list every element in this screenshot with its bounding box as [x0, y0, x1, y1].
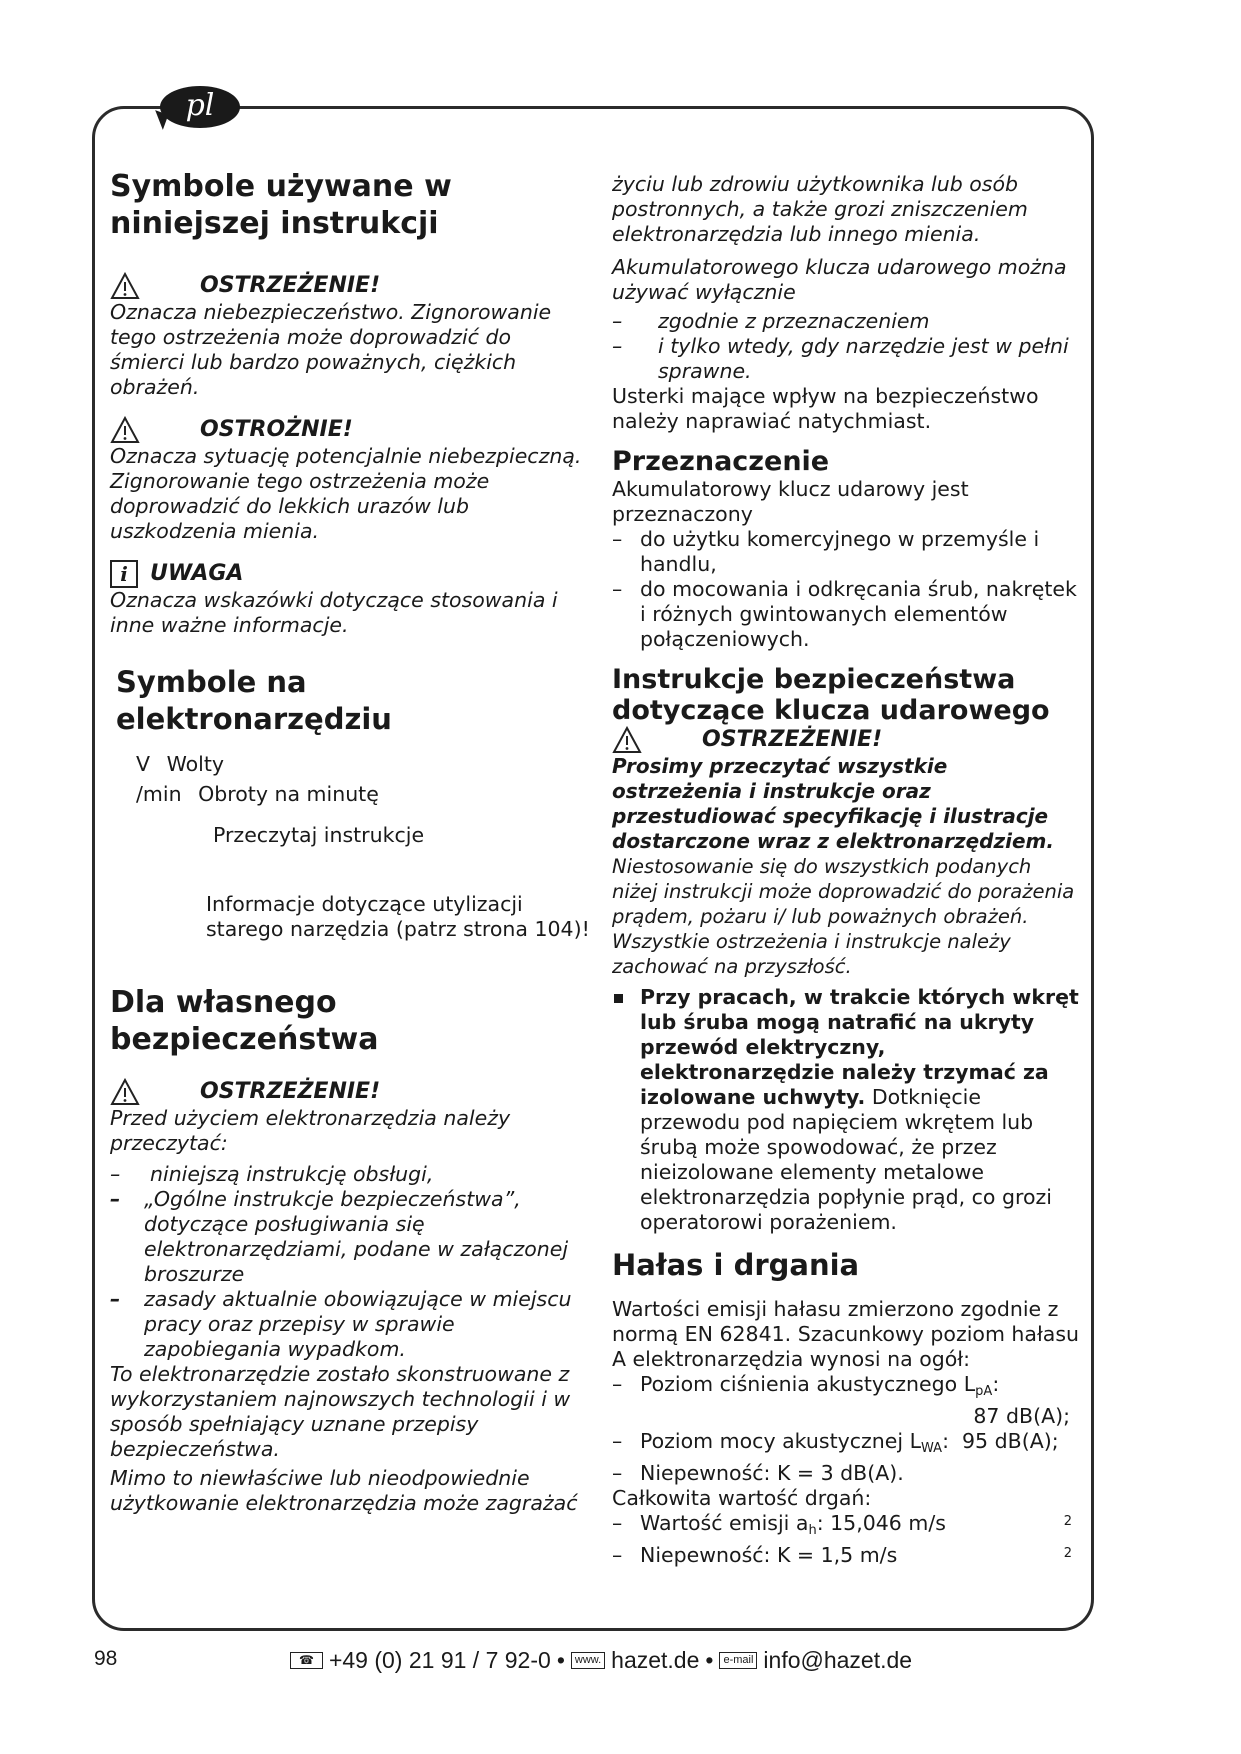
symbol-rpm-key: /min — [136, 782, 182, 806]
phone-number: +49 (0) 21 91 / 7 92-0 — [328, 1647, 551, 1673]
contact-line — [290, 1647, 912, 1674]
heading-noise: Hałas i drgania — [612, 1248, 860, 1282]
instr-rest-text: Niestosowanie się do wszystkich podanych niżej instrukcji może doprowadzić do porażenia prądem, pożaru i/ lub poważnych obrażeń. Wszystkie ostrzeżenia i instrukcje należy zachować na przyszłość. — [612, 855, 1075, 978]
page-number: 98 — [94, 1647, 118, 1670]
caution-text: Oznacza sytuację potencjalnie niebezpieczną. Zignorowanie tego ostrzeżenia może doprowadzić do lekkich urazów lub uszkodzenia mienia. — [110, 444, 582, 543]
list-item: – „Ogólne instrukcje bezpieczeństwa”, dotyczące posługiwania się elektronarzędziami, podane w załączonej broszurze — [110, 1187, 569, 1286]
list-item: – do użytku komercyjnego w przemyśle i handlu, — [612, 527, 1040, 576]
warning-heading — [110, 272, 590, 300]
web-icon: www. — [571, 1652, 605, 1669]
heading-safety: Dla własnego bezpieczeństwa — [110, 985, 379, 1057]
safety-bullet-list — [612, 985, 1082, 1235]
vibration-list — [612, 1511, 1082, 1568]
caution-title: OSTROŻNIE! — [200, 417, 353, 442]
safety-warning-heading — [110, 1078, 590, 1106]
symbol-rpm-value: Obroty na minutę — [198, 782, 379, 806]
purpose-list — [612, 527, 1082, 652]
caution-triangle-icon — [110, 416, 140, 444]
defects-text: Usterki mające wpływ na bezpieczeństwo należy naprawiać natychmiast. — [612, 384, 1039, 433]
noise-intro: Wartości emisji hałasu zmierzono zgodnie z normą EN 62841. Szacunkowy poziom hałasu A elektronarzędzia wynosi na ogół: — [612, 1297, 1080, 1371]
symbol-volt-row — [136, 752, 590, 777]
safety-warning-title: OSTRZEŻENIE! — [200, 1079, 381, 1104]
phone-icon: ☎ — [290, 1652, 323, 1669]
language-badge: pl — [160, 86, 240, 128]
list-item: – zgodnie z przeznaczeniem — [612, 309, 930, 333]
superscript-2: 2 — [1063, 1514, 1072, 1529]
list-item: – Poziom ciśnienia akustycznego $L_{pA}$: 87 dB(A); — [612, 1372, 1070, 1428]
heading-safety-instructions: Instrukcje bezpieczeństwa dotyczące klucza udarowego — [612, 664, 1050, 726]
list-item: – i tylko wtedy, gdy narzędzie jest w pełni sprawne. — [612, 334, 1069, 383]
safety-paragraph-1: To elektronarzędzie zostało skonstruowane z wykorzystaniem najnowszych technologii i w sposób spełniający uznane przepisy bezpieczeństwa. — [110, 1362, 571, 1461]
vibration-title: Całkowita wartość drgań: — [612, 1486, 872, 1510]
safety-warning-triangle-icon — [110, 1078, 140, 1106]
list-item: – niniejszą instrukcję obsługi, — [110, 1162, 434, 1186]
bullet-square-icon — [614, 994, 623, 1003]
warning-text: Oznacza niebezpieczeństwo. Zignorowanie tego ostrzeżenia może doprowadzić do śmierci lub bardzo poważnych, ciężkich obrażeń. — [110, 300, 552, 399]
instr-warning-heading — [612, 726, 1082, 754]
email-link[interactable]: info@hazet.de — [763, 1647, 913, 1673]
note-title: UWAGA — [150, 561, 244, 586]
symbol-volt-value: Wolty — [166, 752, 225, 776]
list-item: – Niepewność: K = 1,5 m/s 2 — [612, 1543, 1072, 1567]
separator: • — [705, 1647, 714, 1673]
list-item: – Niepewność: K = 3 dB(A). — [612, 1461, 904, 1485]
symbol-read-manual: Przeczytaj instrukcje — [213, 823, 425, 847]
purpose-intro: Akumulatorowy klucz udarowy jest przeznaczony — [612, 477, 969, 526]
instr-warning-triangle-icon — [612, 726, 642, 754]
continued-text: życiu lub zdrowiu użytkownika lub osób postronnych, a także grozi zniszczeniem elektronarzędzia lub innego mienia. — [612, 172, 1028, 246]
noise-list — [612, 1372, 1082, 1486]
safety-intro: Przed użyciem elektronarzędzia należy przeczytać: — [110, 1106, 511, 1155]
email-icon: e-mail — [719, 1652, 757, 1669]
note-text: Oznacza wskazówki dotyczące stosowania i inne ważne informacje. — [110, 588, 558, 637]
list-item: – zasady aktualnie obowiązujące w miejscu pracy oraz przepisy w sprawie zapobiegania wypadkom. — [110, 1287, 572, 1361]
separator: • — [556, 1647, 565, 1673]
heading-symbols-tool: Symbole na elektronarzędziu — [116, 665, 392, 736]
symbol-volt-key: V — [136, 752, 151, 776]
heading-purpose: Przeznaczenie — [612, 446, 830, 477]
instr-bold-text: Prosimy przeczytać wszystkie ostrzeżenia i instrukcje oraz przestudiować specyfikację i ilustracje dostarczone wraz z elektronarzędziem. — [612, 754, 1054, 853]
warning-triangle-icon — [110, 272, 140, 300]
list-item: – Poziom mocy akustycznej $L_{WA}$: 95 dB(A); — [612, 1429, 1059, 1456]
instr-warning-title: OSTRZEŻENIE! — [702, 727, 883, 752]
left-column — [110, 168, 590, 1516]
safety-list — [110, 1162, 590, 1362]
instr-paragraph — [612, 754, 1082, 979]
info-icon: i — [110, 560, 138, 588]
warning-title: OSTRZEŻENIE! — [200, 273, 381, 298]
note-heading — [110, 560, 590, 588]
heading-symbols-manual: Symbole używane w niniejszej instrukcji — [110, 169, 452, 241]
superscript-2: 2 — [1063, 1546, 1072, 1561]
safety-paragraph-2: Mimo to niewłaściwe lub nieodpowiednie użytkowanie elektronarzędzia może zagrażać — [110, 1466, 578, 1515]
list-item: – Wartość emisji $a_h$: 15,046 m/s 2 — [612, 1511, 1072, 1538]
symbol-disposal: Informacje dotyczące utylizacji starego narzędzia (patrz strona 104)! — [206, 892, 590, 941]
caution-heading — [110, 416, 590, 444]
list-item: – do mocowania i odkręcania śrub, nakrętek i różnych gwintowanych elementów połączeniowych. — [612, 577, 1077, 651]
symbol-rpm-row — [136, 782, 590, 807]
use-intro: Akumulatorowego klucza udarowego można używać wyłącznie — [612, 255, 1067, 304]
footer — [0, 1647, 1241, 1677]
right-column — [612, 172, 1082, 1568]
use-list — [612, 309, 1082, 384]
list-item: Przy pracach, w trakcie których wkręt lub śruba mogą natrafić na ukryty przewód elektryczny, elektronarzędzie należy trzymać za izolowane uchwyty. Dotknięcie przewodu pod napięciem wkrętem lub śrubą może spowodować, że przez nieizolowane elementy metalowe elektronarzędzia popłynie prąd, co grozi operatorowi porażeniem. — [612, 985, 1082, 1235]
website-link[interactable]: hazet.de — [611, 1647, 700, 1673]
